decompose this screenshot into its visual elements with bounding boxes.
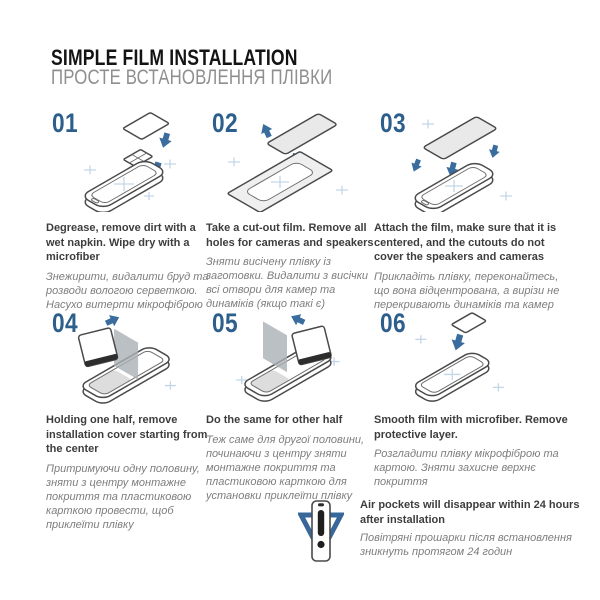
page-title: SIMPLE FILM INSTALLATION xyxy=(51,45,298,70)
step-text-uk: Прикладіть плівку, переконайтесь, що вона відцентрована, а вирізи не перекривають динаміків та камер xyxy=(374,270,560,311)
arrow-up-right-icon xyxy=(104,312,122,329)
step-text-en: Attach the film, make sure that it is centered, and the cutouts do not cover the speakers and cameras xyxy=(374,222,557,263)
film-half-plane xyxy=(263,321,287,372)
step-text-en: Smooth film with microfiber. Remove protective layer. xyxy=(374,414,568,441)
warning-exclamation-phone-triangle-icon xyxy=(298,500,344,566)
film-sheet xyxy=(423,117,497,160)
step-number: 03 xyxy=(380,108,407,138)
arrow-up-icon xyxy=(258,121,275,139)
step-number: 06 xyxy=(380,308,407,338)
film-sheet-top xyxy=(266,114,337,155)
napkin xyxy=(123,113,170,140)
arrow-down-icon xyxy=(487,144,501,159)
notice-text-uk: Повітряні прошарки після встановлення зникнуть протягом 24 годин xyxy=(360,532,572,558)
step-text-uk: Знежирити, видалити бруд та розводи вологою серветкою. Насухо витерти мікрофіброю xyxy=(46,270,209,311)
microfiber-napkin xyxy=(451,313,486,333)
step-number: 05 xyxy=(212,308,239,338)
step-04 xyxy=(46,308,210,532)
step-02 xyxy=(206,108,374,311)
plastic-card xyxy=(292,326,332,365)
arrow-left-icon xyxy=(289,311,307,328)
step-number: 04 xyxy=(52,308,79,338)
step-text-en: Degrease, remove dirt with a wet napkin. Wipe dry with a microfiber xyxy=(46,222,196,263)
step-05 xyxy=(206,308,374,503)
step-01 xyxy=(46,108,210,312)
step-text-en: Take a cut-out film. Remove all holes for cameras and speakers xyxy=(206,222,374,249)
step-text-en: Holding one half, remove installation cover starting from the center xyxy=(46,414,208,455)
step-03 xyxy=(374,108,574,312)
step-text-uk: Притримуючи одну половину, зняти з центру монтажне покриття та пластиковою карткою провести, щоб приклеїти плівку xyxy=(46,462,200,531)
plastic-card xyxy=(78,328,118,367)
arrow-down-icon xyxy=(449,333,467,352)
phone xyxy=(81,159,168,212)
step-text-en: Do the same for other half xyxy=(206,414,343,426)
step-06 xyxy=(374,308,574,489)
step-text-uk: Зняти висічену плівку із заготовки. Видалити з висічки всі отвори для камер та динаміків (якщо такі є) xyxy=(206,256,369,310)
notice-text-en: Air pockets will disappear within 24 hours after installation xyxy=(360,499,580,526)
notice xyxy=(296,496,582,559)
arrow-down-icon xyxy=(409,157,424,173)
film-template-sheet xyxy=(227,152,333,213)
step-number: 01 xyxy=(52,108,79,138)
page-subtitle: ПРОСТЕ ВСТАНОВЛЕННЯ ПЛІВКИ xyxy=(51,66,333,89)
step-number: 02 xyxy=(212,108,239,138)
step-text-uk: Розгладити плівку мікрофіброю та картою. Зняти захисне верхнє покриття xyxy=(374,448,559,488)
phone-with-film xyxy=(411,351,493,404)
arrow-down-icon xyxy=(157,131,173,149)
step-text-uk: Теж саме для другої половини, починаючи з центру зняти монтажне покриття та пластиковою карткою для установки приклеїти плівку xyxy=(206,433,365,502)
